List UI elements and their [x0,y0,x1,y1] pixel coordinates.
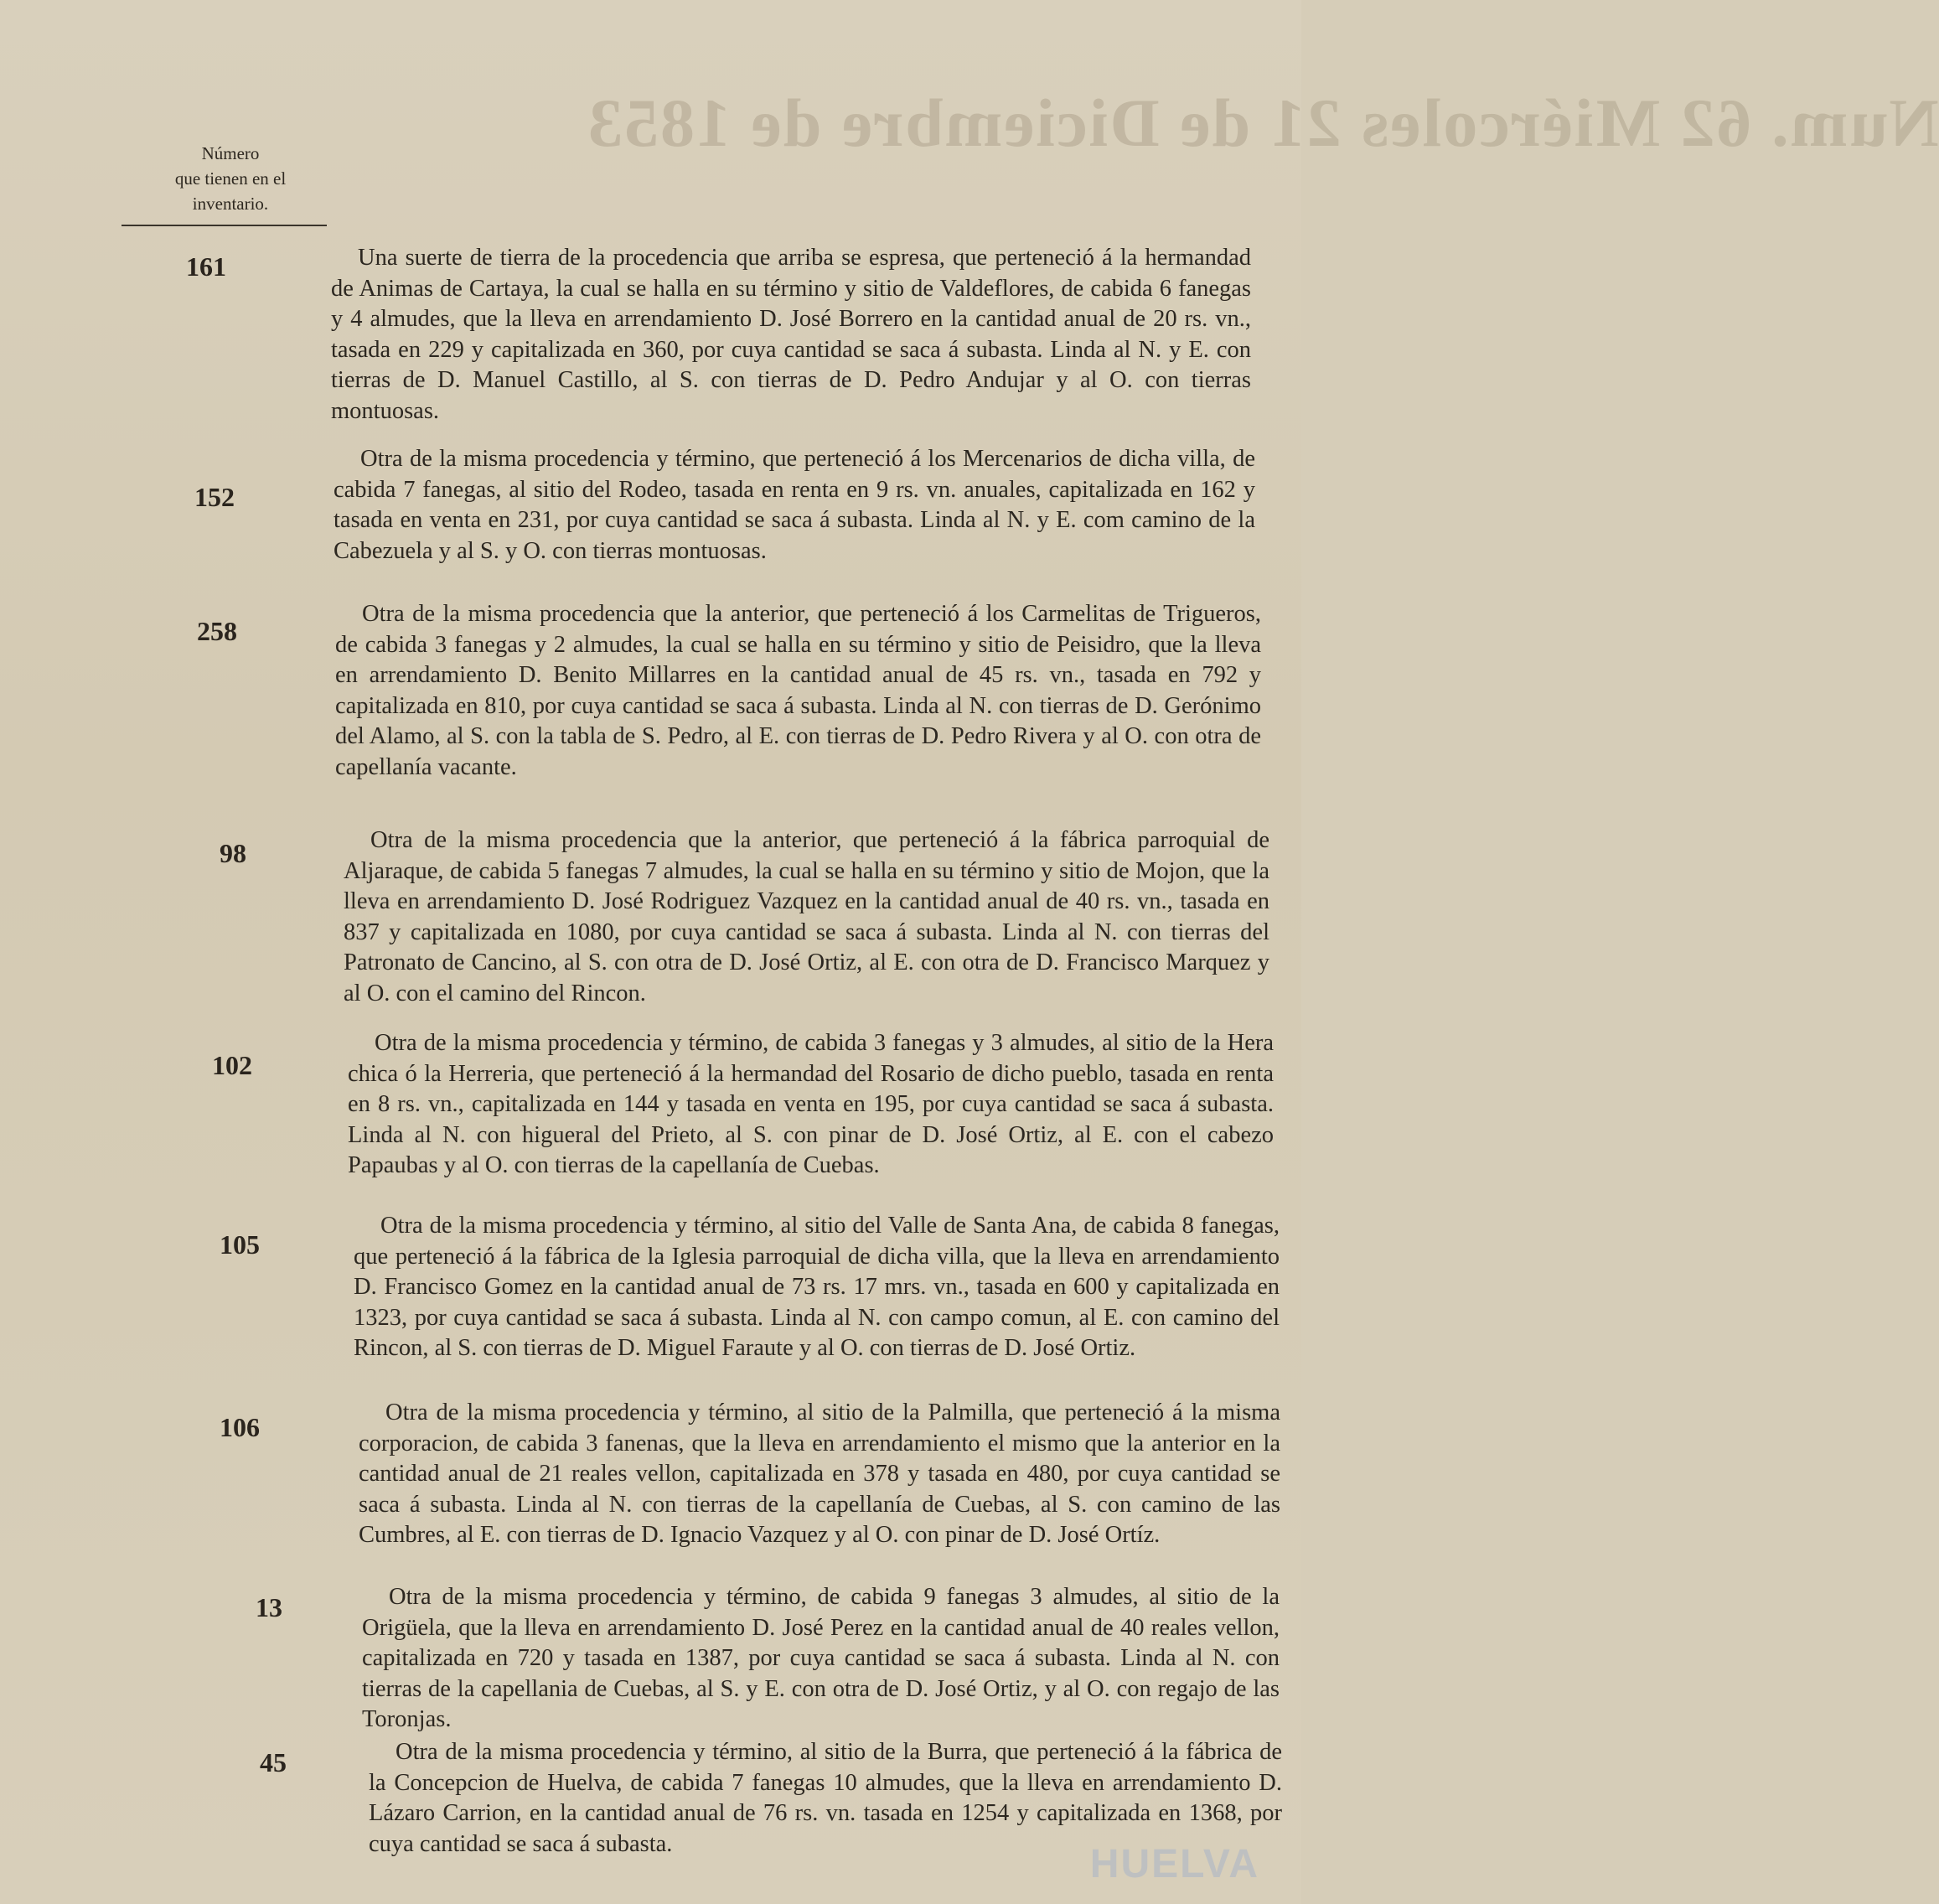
entry-paragraph: Otra de la misma procedencia y término, al sitio de la Burra, que perteneció á la fábrica de la Concepcion de Huelva, de cabida 7 fanegas 10 almudes, que la lleva en arrendamiento D. Lázaro Carrion, en la cantidad anual de 76 rs. vn. tasada en 1254 y capitalizada en 1368, por cuya cantidad se saca á subasta. [369,1739,1282,1857]
entry-paragraph: Otra de la misma procedencia y término, de cabida 3 fanegas y 3 almudes, al sitio de la Hera chica ó la Herreria, que perteneció á la hermandad del Rosario de dicho pueblo, tasada en renta en 8 rs. vn., capitalizada en 144 y tasada en venta en 195, por cuya cantidad se saca á subasta. Linda al N. con higueral del Prieto, al S. con pinar de D. José Ortiz, al E. con el cabezo Papaubas y al O. con tierras de la capellanía de Cuebas. [348,1030,1274,1178]
entry-paragraph: Otra de la misma procedencia que la anterior, que perteneció á los Carmelitas de Trigueros, de cabida 3 fanegas y 2 almudes, la cual se halla en su término y sitio de Peisidro, que la lleva en arrendamiento D. Benito Millarres en la cantidad anual de 45 rs. vn., tasada en 792 y capitalizada en 810, por cuya cantidad se saca á subasta. Linda al N. con tierras de D. Gerónimo del Alamo, al S. con la tabla de S. Pedro, al E. con tierras de D. Pedro Rivera y al O. con otra de capellanía vacante. [335,601,1261,780]
inventory-number: 152 [194,482,235,512]
inventory-number: 45 [260,1747,287,1777]
inventory-number: 13 [256,1592,282,1622]
entry-paragraph: Otra de la misma procedencia y término, de cabida 9 fanegas 3 almudes, al sitio de la Origüela, que la lleva en arrendamiento D. José Perez en la cantidad anual de 40 reales vellon, capitalizada en 720 y tasada en 1387, por cuya cantidad se saca á subasta. Linda al N. con tierras de la capellania de Cuebas, al S. y E. con otra de D. José Ortiz, y al O. con regajo de las Toronjas. [362,1584,1280,1732]
inventory-number: 106 [220,1412,260,1442]
inventory-number: 105 [220,1229,260,1260]
inventory-number: 258 [197,616,237,646]
entry-paragraph: Otra de la misma procedencia y término, al sitio de la Palmilla, que perteneció á la misma corporacion, de cabida 3 fanenas, que la lleva en arrendamiento el mismo que la anterior en la cantidad anual de 21 reales vellon, capitalizada en 378 y tasada en 480, por cuya cantidad se saca á subasta. Linda al N. con tierras de la capellanía de Cuebas, al S. con camino de las Cumbres, al E. con tierras de D. Ignacio Vazquez y al O. con pinar de D. José Ortíz. [359,1400,1280,1548]
entry-paragraph: Otra de la misma procedencia y término, que perteneció á los Mercenarios de dicha villa, de cabida 7 fanegas, al sitio del Rodeo, tasada en renta en 9 rs. vn. anuales, capitalizada en 162 y tasada en venta en 231, por cuya cantidad se saca á subasta. Linda al N. y E. com camino de la Cabezuela y al S. y O. con tierras montuosas. [334,446,1255,564]
header-line-3: inventario. [192,194,269,214]
bleed-through-header: Num. 62 Miércoles 21 de Diciembre de 1853 [587,85,1939,161]
column-header [134,141,327,216]
inventory-number: 102 [212,1050,252,1080]
header-divider [122,225,327,226]
inventory-number: 98 [220,838,246,868]
header-line-1: Número [201,143,260,163]
entry-paragraph: Otra de la misma procedencia y término, al sitio del Valle de Santa Ana, de cabida 8 fanegas, que perteneció á la fábrica de la Iglesia parroquial de dicha villa, que la lleva en arrendamiento D. Francisco Gomez en la cantidad anual de 73 rs. 17 mrs. vn., tasada en 600 y capitalizada en 1323, por cuya cantidad se saca á subasta. Linda al N. con campo comun, al E. con camino del Rincon, al S. con tierras de D. Miguel Faraute y al O. con tierras de D. José Ortiz. [354,1213,1280,1361]
entry-paragraph: Una suerte de tierra de la procedencia que arriba se espresa, que perteneció á la hermandad de Animas de Cartaya, la cual se halla en su término y sitio de Valdeflores, de cabida 6 fanegas y 4 almudes, que la lleva en arrendamiento D. José Borrero en la cantidad anual de 20 rs. vn., tasada en 229 y capitalizada en 360, por cuya cantidad se saca á subasta. Linda al N. y E. con tierras de D. Manuel Castillo, al S. con tierras de D. Pedro Andujar y al O. con tierras montuosas. [331,245,1251,424]
library-watermark: HUELVA [1089,1842,1259,1886]
inventory-number: 161 [186,251,226,282]
header-line-2: que tienen en el [174,168,287,189]
entry-paragraph: Otra de la misma procedencia que la anterior, que perteneció á la fábrica parroquial de Aljaraque, de cabida 5 fanegas 7 almudes, la cual se halla en su término y sitio de Mojon, que la lleva en arrendamiento D. José Rodriguez Vazquez en la cantidad anual de 40 rs. vn., tasada en 837 y capitalizada en 1080, por cuya cantidad se saca á subasta. Linda al N. con tierras del Patronato de Cancino, al S. con otra de D. José Ortiz, al E. con otra de D. Francisco Marquez y al O. con el camino del Rincon. [344,827,1269,1006]
